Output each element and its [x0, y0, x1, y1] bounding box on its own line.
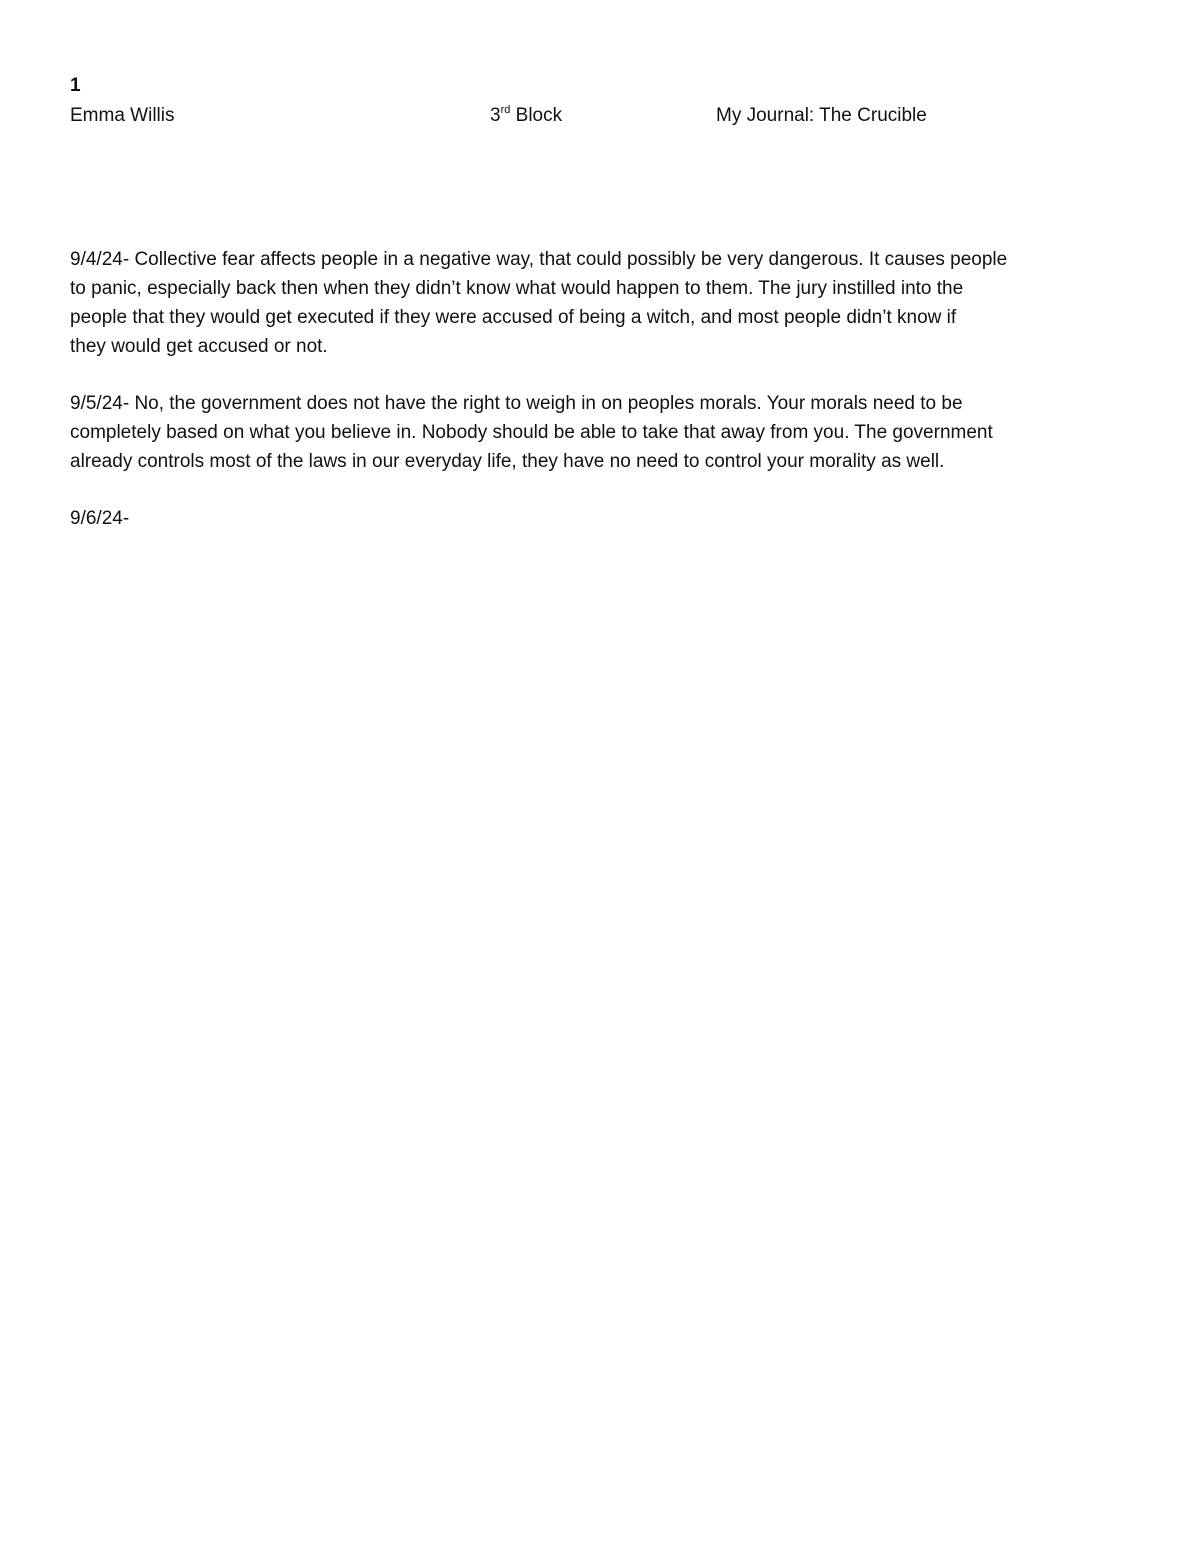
entry-date: 9/4/24- — [70, 249, 130, 270]
class-block — [490, 103, 562, 129]
block-number: 3 — [490, 105, 501, 126]
entry-text: No, the government does not have the right to weigh in on peoples morals. Your morals need to be completely based on what you believe in. Nobody should be able to take that away from you. The government already controls most of the laws in our everyday life, they have no need to control your morality as well. — [70, 393, 993, 472]
entry-text: Collective fear affects people in a negative way, that could possibly be very dangerous. It causes people to panic, especially back then when they didn’t know what would happen to them. The jury instilled into the people that they would get executed if they were accused of being a witch, and most people didn’t know if they would get accused or not. — [70, 249, 1008, 357]
page-number: 1 — [70, 75, 81, 96]
block-word: Block — [515, 105, 563, 126]
journal-body — [70, 245, 1132, 561]
entry-date: 9/5/24- — [70, 393, 130, 414]
block-ordinal-suffix: rd — [500, 104, 511, 116]
student-name: Emma Willis — [70, 105, 175, 126]
journal-title: My Journal: The Crucible — [716, 105, 927, 126]
journal-entry — [70, 389, 1132, 476]
document-header — [70, 103, 1130, 129]
entry-date: 9/6/24- — [70, 508, 130, 529]
journal-entry — [70, 504, 1132, 533]
journal-entry — [70, 245, 1132, 361]
